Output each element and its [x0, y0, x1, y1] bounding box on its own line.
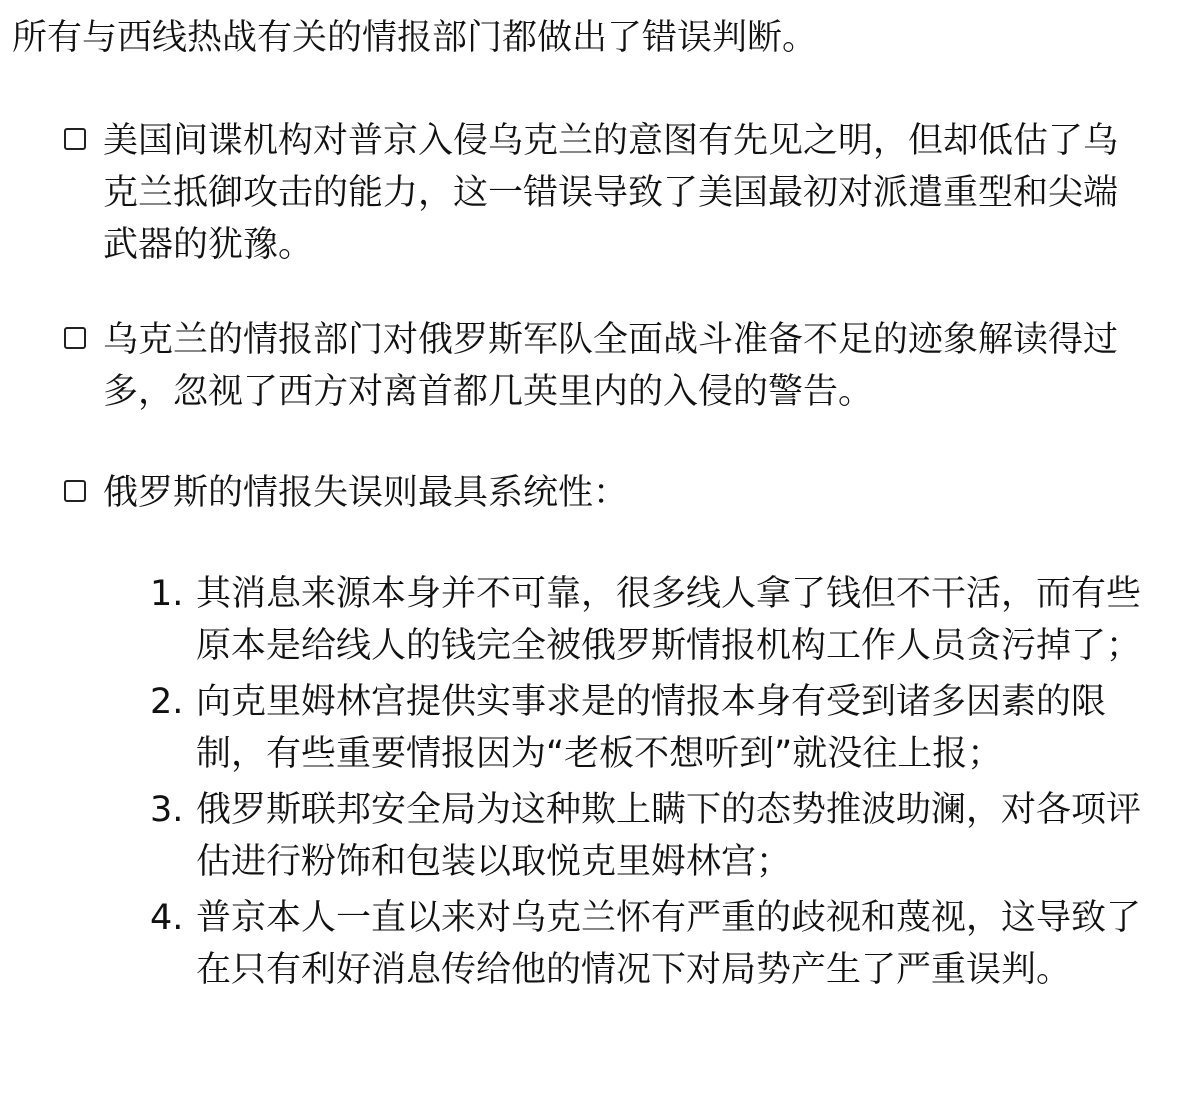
- list-item-text: 其消息来源本身并不可靠，很多线人拿了钱但不干活，而有些原本是给线人的钱完全被俄罗斯情报机构工作人员贪污掉了；: [196, 574, 1142, 666]
- list-item: [150, 892, 1150, 996]
- bullet-text: 美国间谍机构对普京入侵乌克兰的意图有先见之明，但却低估了乌克兰抵御攻击的能力，这一错误导致了美国最初对派遣重型和尖端武器的犹豫。: [103, 121, 1119, 265]
- bullet-item-russia-intelligence: [64, 467, 1144, 519]
- bullet-text: 俄罗斯的情报失误则最具系统性：: [103, 473, 629, 513]
- checkbox-icon[interactable]: [64, 128, 86, 150]
- numbered-list: [150, 568, 1150, 1000]
- bullet-text: 乌克兰的情报部门对俄罗斯军队全面战斗准备不足的迹象解读得过多，忽视了西方对离首都几英里内的入侵的警告。: [103, 320, 1119, 412]
- list-item-number: 2.: [150, 682, 184, 722]
- bullet-item-us-intelligence: [64, 115, 1144, 271]
- list-item-text: 向克里姆林宫提供实事求是的情报本身有受到诸多因素的限制，有些重要情报因为“老板不想听到”就没往上报；: [196, 682, 1107, 774]
- bullet-item-ukraine-intelligence: [64, 314, 1144, 418]
- checkbox-icon[interactable]: [64, 327, 86, 349]
- list-item: [150, 676, 1150, 780]
- page-heading: 所有与西线热战有关的情报部门都做出了错误判断。: [12, 18, 818, 58]
- list-item-text: 普京本人一直以来对乌克兰怀有严重的歧视和蔑视，这导致了在只有利好消息传给他的情况下对局势产生了严重误判。: [196, 898, 1142, 990]
- list-item: [150, 784, 1150, 888]
- list-item-number: 3.: [150, 790, 184, 830]
- list-item: [150, 568, 1150, 672]
- checkbox-icon[interactable]: [64, 480, 86, 502]
- list-item-number: 1.: [150, 574, 184, 614]
- list-item-number: 4.: [150, 898, 184, 938]
- list-item-text: 俄罗斯联邦安全局为这种欺上瞒下的态势推波助澜，对各项评估进行粉饰和包装以取悦克里姆林宫；: [196, 790, 1142, 882]
